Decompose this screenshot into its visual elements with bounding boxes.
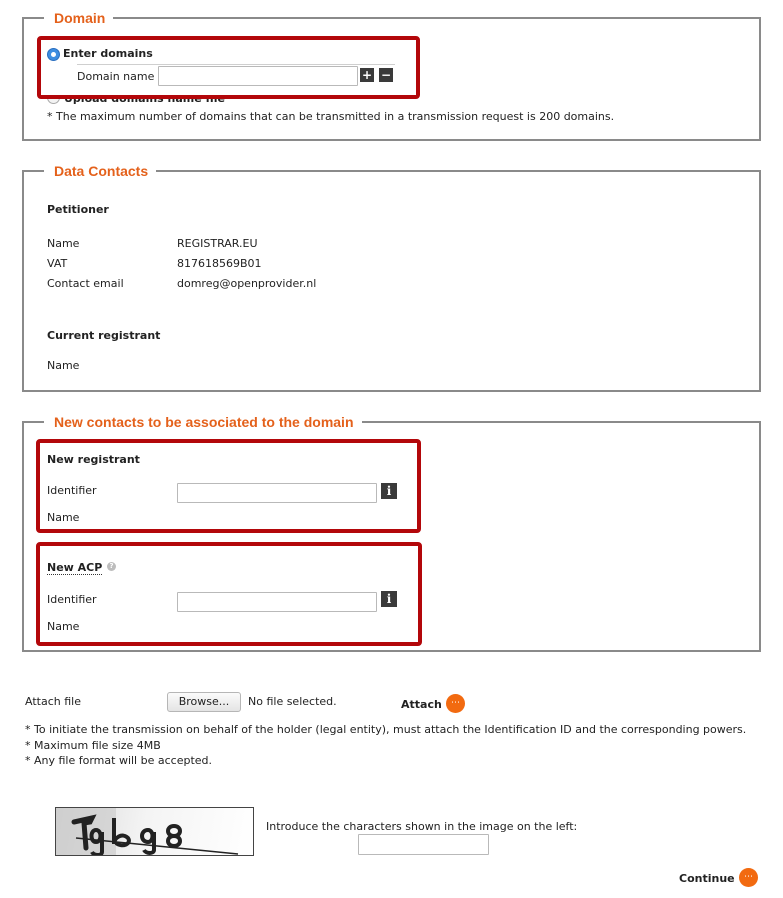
plus-icon: + xyxy=(361,68,373,82)
help-icon[interactable]: ? xyxy=(107,562,116,571)
attach-button-label[interactable]: Attach xyxy=(401,698,442,711)
attach-note-2: * Maximum file size 4MB xyxy=(25,739,161,752)
current-registrant-heading: Current registrant xyxy=(47,329,161,342)
attach-button[interactable] xyxy=(446,694,465,713)
enter-domains-label: Enter domains xyxy=(63,47,153,60)
new-acp-name-label: Name xyxy=(47,620,80,633)
new-acp-info-button[interactable] xyxy=(381,591,397,607)
captcha-prompt: Introduce the characters shown in the image on the left: xyxy=(266,820,578,833)
petitioner-name-label: Name xyxy=(47,237,80,250)
info-icon: i xyxy=(386,592,392,606)
arrow-icon: ⋯ xyxy=(744,872,753,882)
captcha-image xyxy=(55,807,254,856)
continue-button[interactable] xyxy=(739,868,758,887)
petitioner-vat-label: VAT xyxy=(47,257,68,270)
new-registrant-identifier-label: Identifier xyxy=(47,484,97,497)
new-registrant-identifier-input[interactable] xyxy=(177,483,377,503)
petitioner-email-value: domreg@openprovider.nl xyxy=(177,277,317,290)
domain-legend: Domain xyxy=(32,8,113,28)
minus-icon: − xyxy=(380,68,392,82)
new-registrant-heading: New registrant xyxy=(47,453,140,466)
captcha-input[interactable] xyxy=(358,834,489,855)
new-acp-identifier-input[interactable] xyxy=(177,592,377,612)
browse-button[interactable]: Browse... xyxy=(167,692,241,712)
file-status: No file selected. xyxy=(248,695,337,708)
petitioner-name-value: REGISTRAR.EU xyxy=(177,237,258,250)
arrow-icon: ⋯ xyxy=(451,698,460,708)
continue-label[interactable]: Continue xyxy=(679,872,735,885)
domain-name-label: Domain name xyxy=(77,70,155,83)
current-registrant-name-label: Name xyxy=(47,359,80,372)
attach-note-1: * To initiate the transmission on behalf of the holder (legal entity), must attach the Identification ID and the corresponding powers. xyxy=(25,723,747,736)
info-icon: i xyxy=(386,484,392,498)
new-acp-identifier-label: Identifier xyxy=(47,593,97,606)
petitioner-vat-value: 817618569B01 xyxy=(177,257,262,270)
captcha-graphic xyxy=(56,808,254,856)
new-registrant-name-label: Name xyxy=(47,511,80,524)
add-domain-button[interactable] xyxy=(360,68,374,82)
max-domains-note: * The maximum number of domains that can be transmitted in a transmission request is 200 domains. xyxy=(47,110,615,123)
domain-name-row-divider xyxy=(77,64,395,65)
new-contacts-legend: New contacts to be associated to the domain xyxy=(32,412,362,432)
data-contacts-fieldset xyxy=(22,163,761,392)
domain-name-input[interactable] xyxy=(158,66,358,86)
new-acp-heading xyxy=(47,562,102,575)
enter-domains-radio[interactable] xyxy=(47,48,60,61)
petitioner-heading: Petitioner xyxy=(47,203,109,216)
new-acp-heading-label: New ACP xyxy=(47,561,103,574)
attach-note-3: * Any file format will be accepted. xyxy=(25,754,212,767)
new-registrant-info-button[interactable] xyxy=(381,483,397,499)
attach-file-label: Attach file xyxy=(25,695,81,708)
remove-domain-button[interactable] xyxy=(379,68,393,82)
data-contacts-legend: Data Contacts xyxy=(32,161,156,181)
petitioner-email-label: Contact email xyxy=(47,277,124,290)
